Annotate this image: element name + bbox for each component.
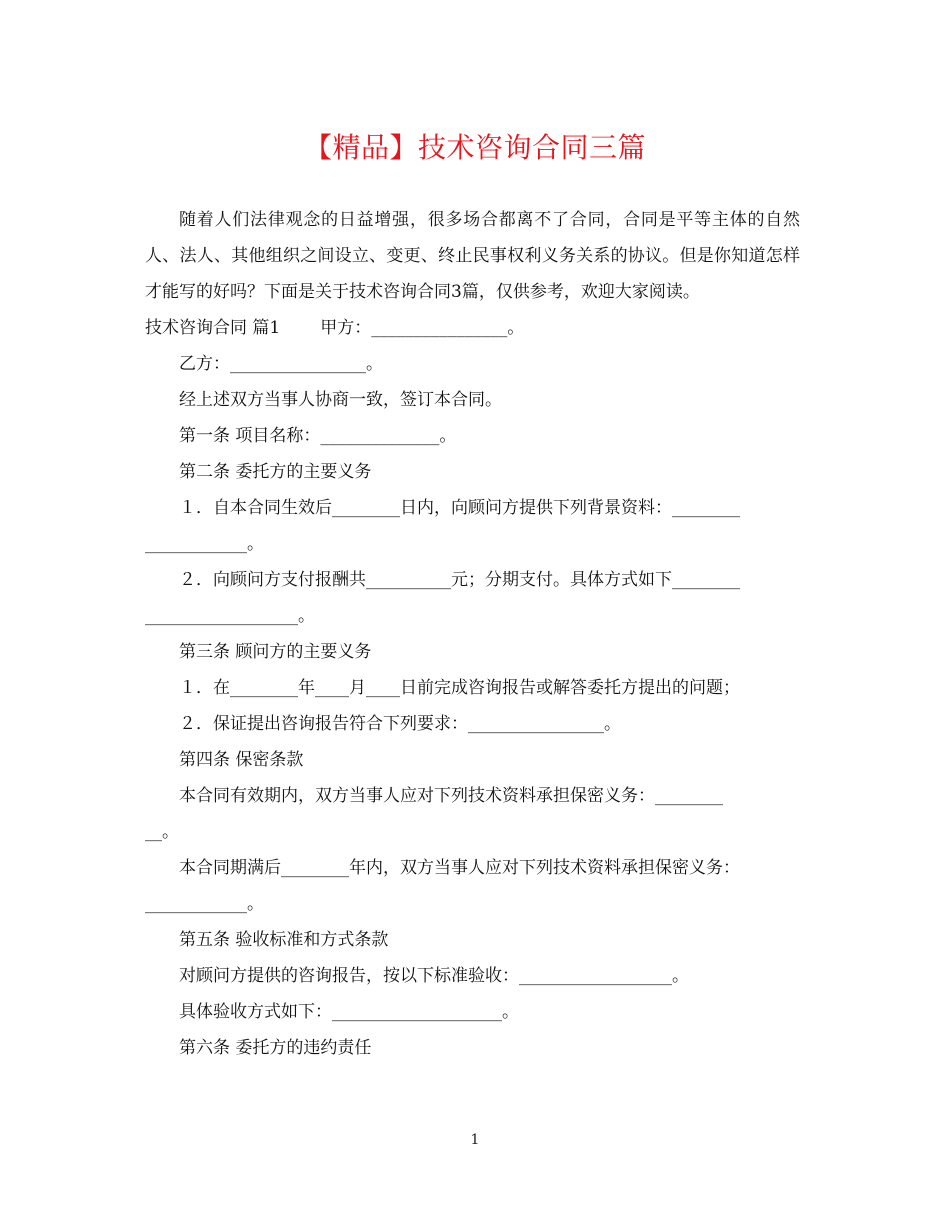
- article-2-item-1-line-1: １．自本合同生效后________日内，向顾问方提供下列背景资料：________: [179, 498, 740, 518]
- article-4-para-1: [145, 778, 800, 814]
- article-2-item-1-cont: [145, 526, 800, 562]
- document-body: [145, 202, 800, 1066]
- article-3-title: 第三条 顾问方的主要义务: [179, 642, 372, 662]
- article-4-para-1-line-2: __。: [145, 822, 179, 842]
- article-4-para-2-line-1: 本合同期满后________年内，双方当事人应对下列技术资料承担保密义务：: [179, 858, 740, 878]
- article-4-title: 第四条 保密条款: [179, 750, 304, 770]
- party-a: 甲方：________________。: [320, 318, 525, 338]
- agreement-text: 经上述双方当事人协商一致，签订本合同。: [179, 390, 502, 410]
- article-4-para-2: [145, 850, 800, 886]
- article-2-item-2-line-1: ２．向顾问方支付报酬共__________元；分期支付。具体方式如下________: [179, 570, 740, 590]
- intro-paragraph: 随着人们法律观念的日益增强，很多场合都离不了合同，合同是平等主体的自然人、法人、其他组织之间设立、变更、终止民事权利义务关系的协议。但是你知道怎样才能写的好吗？下面是关于技术咨询合同3篇，仅供参考，欢迎大家阅读。: [145, 210, 800, 302]
- article-4-para-1-line-1: 本合同有效期内，双方当事人应对下列技术资料承担保密义务：________: [179, 786, 723, 806]
- contract-heading-line: [145, 310, 800, 346]
- article-6-title: 第六条 委托方的违约责任: [179, 1038, 372, 1058]
- article-1: 第一条 项目名称：______________。: [179, 426, 457, 446]
- article-4-para-2-cont: [145, 886, 800, 922]
- article-2-item-1-line-2: ____________。: [145, 534, 264, 554]
- article-5-para-1: 对顾问方提供的咨询报告，按以下标准验收：__________________。: [179, 966, 689, 986]
- contract-heading: 技术咨询合同 篇1: [145, 318, 281, 338]
- article-2-item-1: [145, 490, 800, 526]
- article-2-item-2: [145, 562, 800, 598]
- article-3-item-1: [145, 670, 800, 706]
- article-5-title: 第五条 验收标准和方式条款: [179, 930, 389, 950]
- page-title: 【精品】技术咨询合同三篇: [303, 131, 646, 164]
- article-5-para-2: 具体验收方式如下：____________________。: [179, 1002, 519, 1022]
- article-3-item-2: ２．保证提出咨询报告符合下列要求：________________。: [179, 714, 621, 734]
- article-2-item-2-cont: [145, 598, 800, 634]
- article-2-title: 第二条 委托方的主要义务: [179, 462, 372, 482]
- article-3-item-1-text: １．在________年____月____日前完成咨询报告或解答委托方提出的问题；: [179, 678, 740, 698]
- article-4-para-1-cont: [145, 814, 800, 850]
- article-2-item-2-line-2: __________________。: [145, 606, 315, 626]
- page-number: 1: [470, 1132, 480, 1148]
- party-b: 乙方：________________。: [179, 354, 383, 374]
- article-4-para-2-line-2: ____________。: [145, 894, 264, 914]
